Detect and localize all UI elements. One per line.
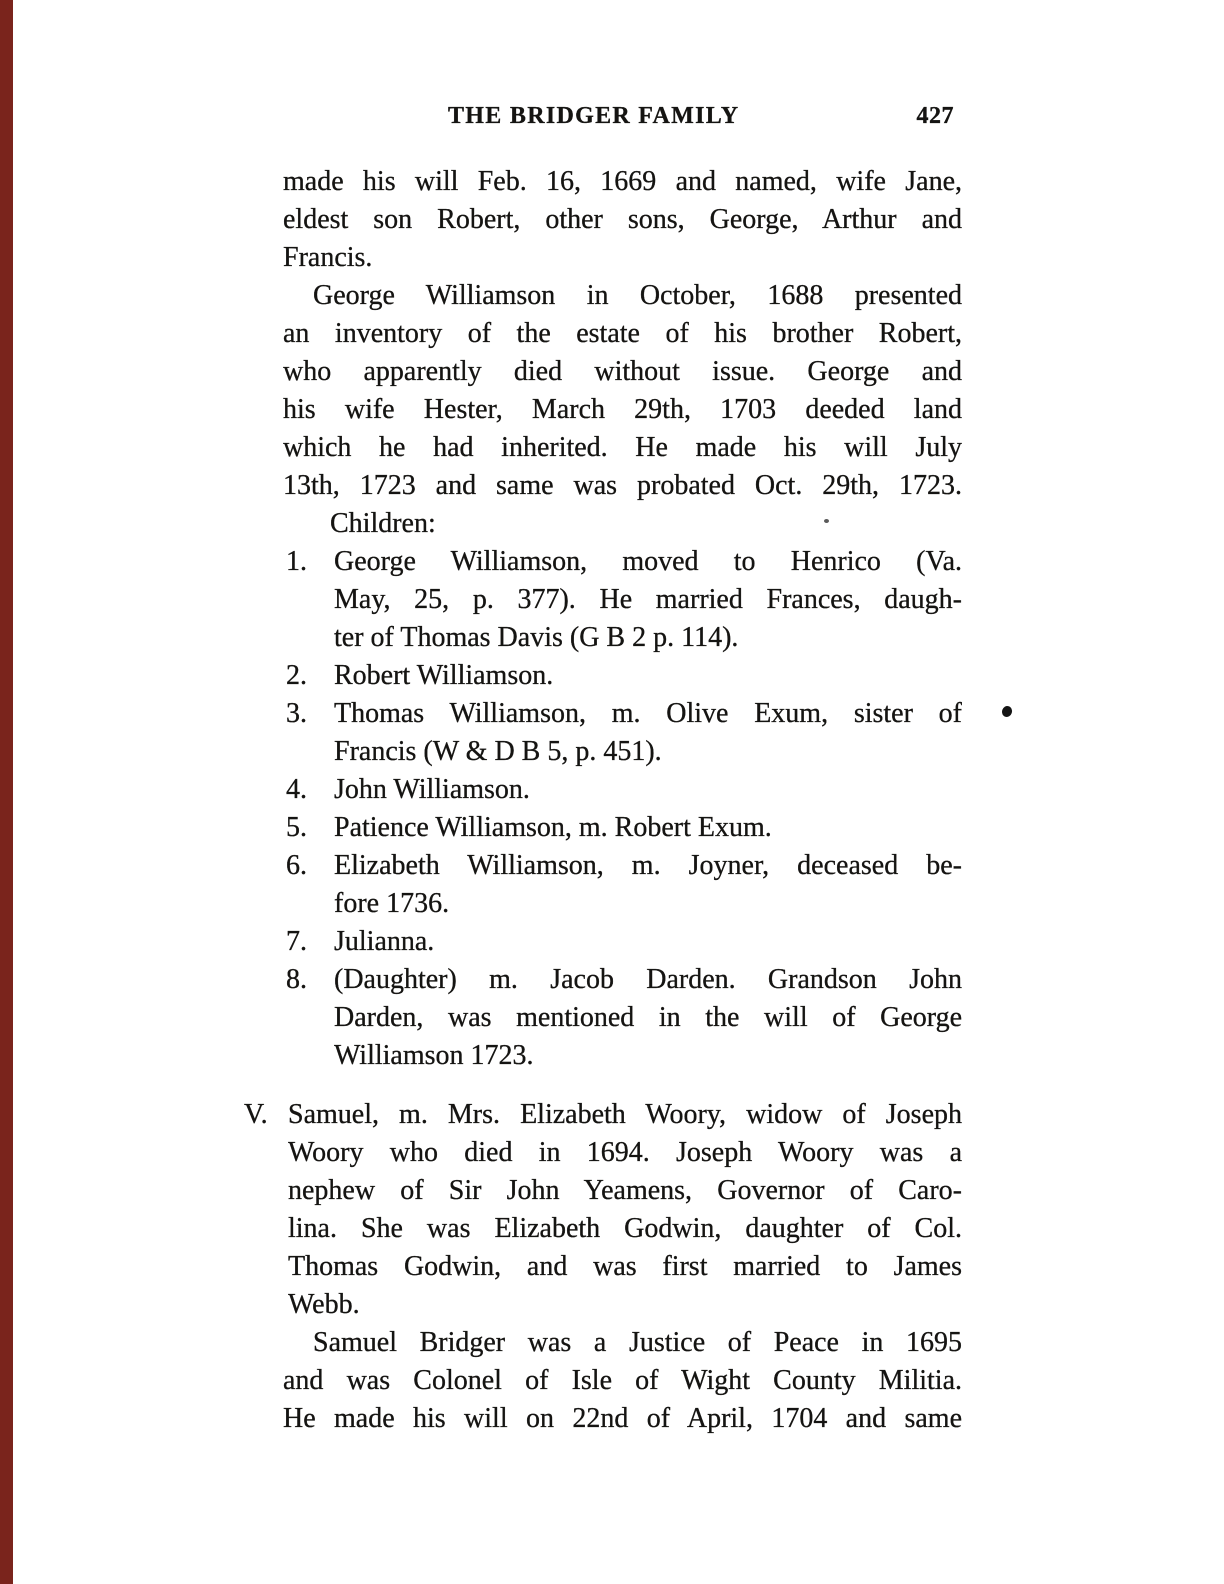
list-item-text bbox=[334, 923, 962, 961]
text-line: ter of Thomas Davis (G B 2 p. 114). bbox=[334, 622, 739, 653]
text-line: Thomas Williamson, m. Olive Exum, sister of bbox=[334, 698, 962, 729]
text-line: Williamson 1723. bbox=[334, 1040, 534, 1071]
text-line: made his will Feb. 16, 1669 and named, wife Jane, bbox=[283, 166, 962, 197]
list-item bbox=[283, 923, 962, 961]
list-item bbox=[283, 771, 962, 809]
text-line: 13th, 1723 and same was probated Oct. 29th, 1723. bbox=[283, 470, 962, 501]
list-item-number: 2. bbox=[286, 660, 307, 691]
list-item bbox=[283, 961, 962, 1075]
list-item-number: 7. bbox=[286, 926, 307, 957]
text-line: George Williamson in October, 1688 presented bbox=[313, 280, 962, 311]
list-item-text bbox=[334, 657, 962, 695]
text-line: Samuel, m. Mrs. Elizabeth Woory, widow of Joseph bbox=[288, 1099, 962, 1130]
list-item bbox=[283, 809, 962, 847]
section-v bbox=[244, 1096, 962, 1324]
text-line: He made his will on 22nd of April, 1704 and same bbox=[283, 1403, 962, 1434]
list-item-text bbox=[334, 847, 962, 923]
section-v-paragraph bbox=[288, 1096, 962, 1324]
text-column bbox=[244, 163, 962, 1438]
text-line: fore 1736. bbox=[334, 888, 450, 919]
paragraph-samuel-bridger bbox=[283, 1324, 962, 1438]
text-line: which he had inherited. He made his will July bbox=[283, 432, 962, 463]
list-item bbox=[283, 847, 962, 923]
text-line: Francis (W & D B 5, p. 451). bbox=[334, 736, 662, 767]
text-line: Elizabeth Williamson, m. Joyner, deceased be- bbox=[334, 850, 962, 881]
list-item-text bbox=[334, 771, 962, 809]
text-line: an inventory of the estate of his brother Robert, bbox=[283, 318, 962, 349]
text-line: Thomas Godwin, and was first married to James bbox=[288, 1251, 962, 1282]
text-line: nephew of Sir John Yeamens, Governor of Caro- bbox=[288, 1175, 962, 1206]
list-item-text bbox=[334, 543, 962, 657]
list-item bbox=[283, 657, 962, 695]
list-item bbox=[283, 695, 962, 771]
text-line: eldest son Robert, other sons, George, Arthur and bbox=[283, 204, 962, 235]
list-item-number: 4. bbox=[286, 774, 307, 805]
list-item-number: 5. bbox=[286, 812, 307, 843]
list-item-text bbox=[334, 809, 962, 847]
text-line: and was Colonel of Isle of Wight County Militia. bbox=[283, 1365, 962, 1396]
children-heading: Children: bbox=[330, 508, 436, 539]
text-line: Samuel Bridger was a Justice of Peace in 1695 bbox=[313, 1327, 962, 1358]
running-title: THE BRIDGER FAMILY bbox=[448, 103, 740, 129]
text-line: May, 25, p. 377). He married Frances, daugh- bbox=[334, 584, 962, 615]
ink-spot bbox=[1001, 705, 1014, 719]
text-line: lina. She was Elizabeth Godwin, daughter of Col. bbox=[288, 1213, 962, 1244]
list-item-number: 6. bbox=[286, 850, 307, 881]
text-line: (Daughter) m. Jacob Darden. Grandson John bbox=[334, 964, 962, 995]
ink-speck bbox=[824, 519, 829, 523]
list-item-text bbox=[334, 961, 962, 1075]
scan-left-edge-strip bbox=[0, 0, 13, 1584]
list-item-number: 3. bbox=[286, 698, 307, 729]
text-line: George Williamson, moved to Henrico (Va. bbox=[334, 546, 962, 577]
text-line: Francis. bbox=[283, 242, 373, 273]
text-line: Darden, was mentioned in the will of George bbox=[334, 1002, 962, 1033]
page-number: 427 bbox=[916, 103, 954, 129]
paragraph-continued-from-previous-page bbox=[283, 163, 962, 277]
list-item-number: 1. bbox=[286, 546, 307, 577]
children-list bbox=[283, 543, 962, 1075]
text-line: Julianna. bbox=[334, 926, 435, 957]
text-line: Woory who died in 1694. Joseph Woory was a bbox=[288, 1137, 962, 1168]
list-item-number: 8. bbox=[286, 964, 307, 995]
text-line: John Williamson. bbox=[334, 774, 530, 805]
list-item-text bbox=[334, 695, 962, 771]
list-item bbox=[283, 543, 962, 657]
page-header bbox=[283, 103, 962, 137]
text-line: Patience Williamson, m. Robert Exum. bbox=[334, 812, 772, 843]
section-v-numeral: V. bbox=[244, 1099, 268, 1130]
text-line: Robert Williamson. bbox=[334, 660, 554, 691]
text-line: Webb. bbox=[288, 1289, 360, 1320]
text-line: his wife Hester, March 29th, 1703 deeded land bbox=[283, 394, 962, 425]
paragraph-george-williamson bbox=[283, 277, 962, 505]
text-line: who apparently died without issue. George and bbox=[283, 356, 962, 387]
